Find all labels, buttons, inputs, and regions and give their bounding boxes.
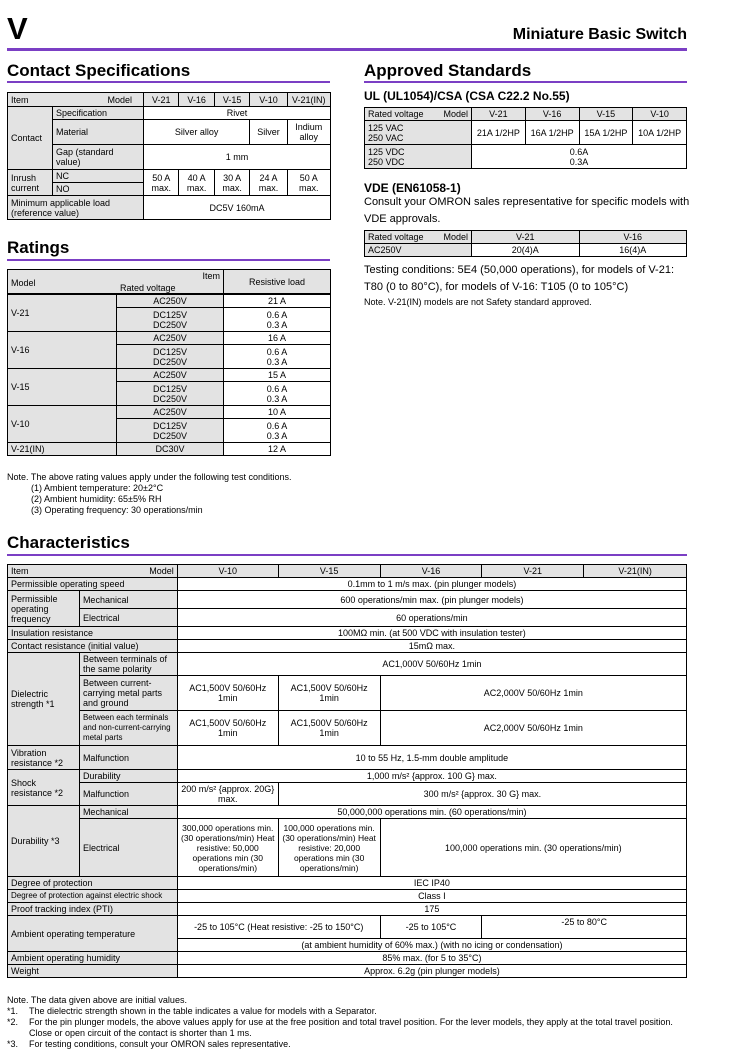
ul-value: 10A 1/2HP	[633, 121, 687, 145]
durability3-label: Durability *3	[8, 806, 80, 877]
contact-label: Contact	[8, 107, 53, 170]
load-line: 0.3 A	[266, 430, 288, 441]
model-cell: V-16	[8, 332, 117, 369]
vde-voltage: AC250V	[365, 244, 472, 257]
rated-voltage-label: Rated voltage	[120, 283, 176, 293]
malfunction-label: Malfunction	[79, 746, 177, 770]
ratings-rule	[7, 259, 330, 261]
voltage-cell: AC250V	[117, 295, 224, 308]
voltage-cell	[117, 382, 224, 406]
shock-label: Shock resistance *2	[8, 770, 80, 806]
temperature-note: (at ambient humidity of 60% max.) (with no icing or condensation)	[177, 939, 686, 952]
material-value: Silver alloy	[143, 120, 249, 145]
gap-value: 1 mm	[143, 145, 330, 170]
load-cell: 10 A	[224, 406, 331, 419]
material-label: Material	[53, 120, 144, 145]
footnote	[7, 1017, 697, 1039]
diel-noncurrent-label: Between each terminals and non-current-carrying metal parts	[79, 711, 177, 746]
vibration-value: 10 to 55 Hz, 1.5-mm double amplitude	[177, 746, 686, 770]
model-header: V-10	[250, 93, 287, 107]
characteristics-notes	[7, 995, 697, 1050]
humidity-value: 85% max. (for 5 to 35°C)	[177, 952, 686, 965]
durability-elec-v15: 100,000 operations min. (30 operations/min) Heat resistive: 20,000 operations min (30 operations/min)	[278, 819, 380, 877]
material-value: Indium alloy	[287, 120, 330, 145]
footnote-key: *1.	[7, 1006, 19, 1016]
voltage-cell: AC250V	[117, 406, 224, 419]
model-header: V-15	[214, 93, 249, 107]
shock-malfunction-rest: 300 m/s² {approx. 30 G} max.	[278, 783, 686, 806]
model-cell: V-15	[8, 369, 117, 406]
load-line: 0.3 A	[266, 393, 288, 404]
contact-specs-heading: Contact Specifications	[7, 61, 191, 80]
protection-label: Degree of protection	[8, 877, 178, 890]
load-cell: 12 A	[224, 443, 331, 456]
diel-same-value: AC1,000V 50/60Hz 1min	[177, 653, 686, 676]
weight-value: Approx. 6.2g (pin plunger models)	[177, 965, 686, 978]
header-cell	[365, 231, 472, 244]
ul-dc-value	[472, 145, 687, 169]
model-cell: V-10	[8, 406, 117, 443]
diel-noncurrent-v15: AC1,500V 50/60Hz 1min	[278, 711, 380, 746]
series-letter: V	[7, 11, 28, 46]
inrush-label: Inrush current	[8, 170, 53, 196]
approved-rule	[364, 81, 687, 83]
inrush-value: 50 A max.	[143, 170, 178, 196]
electrical-label: Electrical	[79, 609, 177, 627]
voltage-cell: AC250V	[117, 332, 224, 345]
model-header: V-21(IN)	[584, 565, 687, 578]
model-header: V-21	[472, 231, 580, 244]
dc-value: 0.6A	[569, 146, 589, 157]
footnote-text: The dielectric strength shown in the table indicates a value for models with a Separator.	[29, 1006, 377, 1016]
header-cell	[365, 108, 472, 121]
contact-specs-table	[7, 92, 331, 220]
load-cell	[224, 345, 331, 369]
footnote-text: For testing conditions, consult your OMRON sales representative.	[29, 1039, 291, 1049]
voltage-line: DC250V	[152, 356, 188, 367]
temperature-v10-v15: -25 to 105°C (Heat resistive: -25 to 150°C)	[177, 916, 380, 939]
load-line: 0.6 A	[266, 309, 288, 320]
diel-same-label: Between terminals of the same polarity	[79, 653, 177, 676]
voltage-line: DC250V	[152, 319, 188, 330]
load-line: 0.6 A	[266, 420, 288, 431]
weight-label: Weight	[8, 965, 178, 978]
model-label: Model	[443, 232, 468, 242]
durability-label: Durability	[79, 770, 177, 783]
item-label: Item	[11, 566, 29, 576]
header-cell	[8, 565, 178, 578]
voltage-line: 125 VAC	[368, 122, 404, 133]
note-title: Note. The above rating values apply under the following test conditions.	[7, 472, 292, 482]
ratings-note	[7, 472, 292, 516]
footnote	[7, 1006, 697, 1017]
shock-durability-value: 1,000 m/s² {approx. 100 G} max.	[177, 770, 686, 783]
footnote-text: For the pin plunger models, the above values apply for use at the free position and total travel position. For the lever models, they apply at the total travel position. Close or open circuit of the contact is shorter than 1 ms.	[29, 1017, 673, 1038]
inrush-value: 24 A max.	[250, 170, 287, 196]
load-line: 0.3 A	[266, 356, 288, 367]
voltage-line: 250 VAC	[368, 132, 404, 143]
speed-value: 0.1mm to 1 m/s max. (pin plunger models)	[177, 578, 686, 591]
diel-ground-rest: AC2,000V 50/60Hz 1min	[380, 676, 686, 711]
model-label: Model	[443, 109, 468, 119]
model-header: V-10	[177, 565, 278, 578]
durability-elec-v10: 300,000 operations min. (30 operations/min) Heat resistive: 50,000 operations min (30 operations/min)	[177, 819, 278, 877]
ratings-rows	[7, 294, 331, 456]
model-header: V-21(IN)	[287, 93, 330, 107]
shock-protection-value: Class I	[177, 890, 686, 903]
durability-elec-rest: 100,000 operations min. (30 operations/min)	[380, 819, 686, 877]
insulation-value: 100MΩ min. (at 500 VDC with insulation tester)	[177, 627, 686, 640]
characteristics-heading: Characteristics	[7, 533, 130, 552]
gap-label: Gap (standard value)	[53, 145, 144, 170]
model-cell: V-21(IN)	[8, 443, 117, 456]
ac-voltage	[365, 121, 472, 145]
mechanical-label: Mechanical	[79, 591, 177, 609]
document-title: Miniature Basic Switch	[512, 26, 687, 43]
voltage-cell	[117, 345, 224, 369]
nc-label: NC	[53, 170, 144, 183]
header-cell	[8, 93, 144, 107]
contact-specs-rule	[7, 81, 330, 83]
model-header: V-15	[579, 108, 633, 121]
model-header: V-15	[278, 565, 380, 578]
diel-noncurrent-v10: AC1,500V 50/60Hz 1min	[177, 711, 278, 746]
model-header: V-16	[579, 231, 687, 244]
ul-value: 15A 1/2HP	[579, 121, 633, 145]
pti-label: Proof tracking index (PTI)	[8, 903, 178, 916]
durability-mech-value: 50,000,000 operations min. (60 operations/min)	[177, 806, 686, 819]
temperature-label: Ambient operating temperature	[8, 916, 178, 952]
dc-value: 0.3A	[569, 156, 589, 167]
ratings-heading: Ratings	[7, 238, 70, 257]
note-item: (1) Ambient temperature: 20±2°C	[31, 483, 164, 493]
item-label: Item	[11, 94, 29, 105]
diel-ground-v15: AC1,500V 50/60Hz 1min	[278, 676, 380, 711]
rated-voltage-label: Rated voltage	[368, 109, 424, 119]
load-cell: 15 A	[224, 369, 331, 382]
model-header: V-21	[482, 565, 584, 578]
inrush-value: 50 A max.	[287, 170, 330, 196]
load-cell: 16 A	[224, 332, 331, 345]
diel-ground-label: Between current-carrying metal parts and ground	[79, 676, 177, 711]
load-line: 0.6 A	[266, 383, 288, 394]
diel-noncurrent-rest: AC2,000V 50/60Hz 1min	[380, 711, 686, 746]
ul-value: 21A 1/2HP	[472, 121, 526, 145]
voltage-line: DC125V	[152, 383, 188, 394]
note-item: (2) Ambient humidity: 65±5% RH	[31, 494, 162, 504]
diel-ground-v10: AC1,500V 50/60Hz 1min	[177, 676, 278, 711]
voltage-line: DC125V	[152, 309, 188, 320]
voltage-line: DC125V	[152, 420, 188, 431]
model-header: V-10	[633, 108, 687, 121]
footnote-key: *3.	[7, 1039, 19, 1049]
header-rule	[7, 48, 687, 51]
material-value: Silver	[250, 120, 287, 145]
contact-resistance-label: Contact resistance (initial value)	[8, 640, 178, 653]
voltage-line: DC250V	[152, 393, 188, 404]
contact-resistance-value: 15mΩ max.	[177, 640, 686, 653]
voltage-line: DC250V	[152, 430, 188, 441]
no-label: NO	[53, 183, 144, 196]
temperature-v21: -25 to 80°C	[482, 916, 687, 939]
vde-text: Consult your OMRON sales representative for specific models with VDE approvals.	[364, 196, 690, 225]
vde-value: 16(4)A	[579, 244, 687, 257]
rated-voltage-label: Rated voltage	[368, 232, 424, 242]
dielectric-label: Dielectric strength *1	[8, 653, 80, 746]
testing-conditions: Testing conditions: 5E4 (50,000 operations), for models of V-21: T80 (0 to 80°C), for models of V-16: T105 (0 to 105°C)	[364, 264, 675, 293]
protection-value: IEC IP40	[177, 877, 686, 890]
ul-table	[364, 107, 687, 169]
inrush-value: 30 A max.	[214, 170, 249, 196]
shock-protection-label: Degree of protection against electric shock	[8, 890, 178, 903]
footnote-key: *2.	[7, 1017, 19, 1027]
model-label: Model	[11, 278, 36, 288]
voltage-cell	[117, 419, 224, 443]
voltage-cell: AC250V	[117, 369, 224, 382]
note-title: Note. The data given above are initial values.	[7, 995, 187, 1005]
electrical-label: Electrical	[79, 819, 177, 877]
shock-malfunction-v10: 200 m/s² {approx. 20G} max.	[177, 783, 278, 806]
load-line: 0.3 A	[266, 319, 288, 330]
resistive-load-header: Resistive load	[224, 270, 331, 294]
pti-value: 175	[177, 903, 686, 916]
mechanical-label: Mechanical	[79, 806, 177, 819]
vde-heading: VDE (EN61058-1)	[364, 181, 461, 195]
model-header: V-21	[472, 108, 526, 121]
ratings-table	[7, 269, 331, 294]
malfunction-label: Malfunction	[79, 783, 177, 806]
model-header: V-16	[525, 108, 579, 121]
model-header: V-16	[179, 93, 214, 107]
speed-label: Permissible operating speed	[8, 578, 178, 591]
item-label: Item	[202, 271, 220, 281]
specification-label: Specification	[53, 107, 144, 120]
characteristics-rule	[7, 554, 687, 556]
min-load-label: Minimum applicable load (reference value)	[8, 196, 144, 220]
voltage-line: DC125V	[152, 346, 188, 357]
voltage-line: 250 VDC	[368, 156, 405, 167]
model-header: V-16	[380, 565, 482, 578]
approved-note: Note. V-21(IN) models are not Safety standard approved.	[364, 297, 592, 307]
model-label: Model	[107, 94, 132, 105]
header-cell	[8, 270, 224, 294]
vde-value: 20(4)A	[472, 244, 580, 257]
model-label: Model	[149, 566, 174, 576]
ul-value: 16A 1/2HP	[525, 121, 579, 145]
ul-heading: UL (UL1054)/CSA (CSA C22.2 No.55)	[364, 89, 570, 103]
load-cell: 21 A	[224, 295, 331, 308]
specification-value: Rivet	[143, 107, 330, 120]
frequency-mech-value: 600 operations/min max. (pin plunger models)	[177, 591, 686, 609]
min-load-value: DC5V 160mA	[143, 196, 330, 220]
note-item: (3) Operating frequency: 30 operations/min	[31, 505, 203, 515]
voltage-cell	[117, 308, 224, 332]
frequency-elec-value: 60 operations/min	[177, 609, 686, 627]
approved-heading: Approved Standards	[364, 61, 532, 80]
frequency-label: Permissible operating frequency	[8, 591, 80, 627]
load-line: 0.6 A	[266, 346, 288, 357]
model-header: V-21	[143, 93, 178, 107]
insulation-label: Insulation resistance	[8, 627, 178, 640]
characteristics-table	[7, 564, 687, 978]
load-cell	[224, 419, 331, 443]
vibration-label: Vibration resistance *2	[8, 746, 80, 770]
temperature-v16: -25 to 105°C	[380, 916, 482, 939]
voltage-cell: DC30V	[117, 443, 224, 456]
voltage-line: 125 VDC	[368, 146, 405, 157]
dc-voltage	[365, 145, 472, 169]
footnote	[7, 1039, 697, 1050]
model-cell: V-21	[8, 295, 117, 332]
vde-table	[364, 230, 687, 257]
load-cell	[224, 308, 331, 332]
humidity-label: Ambient operating humidity	[8, 952, 178, 965]
inrush-value: 40 A max.	[179, 170, 214, 196]
load-cell	[224, 382, 331, 406]
